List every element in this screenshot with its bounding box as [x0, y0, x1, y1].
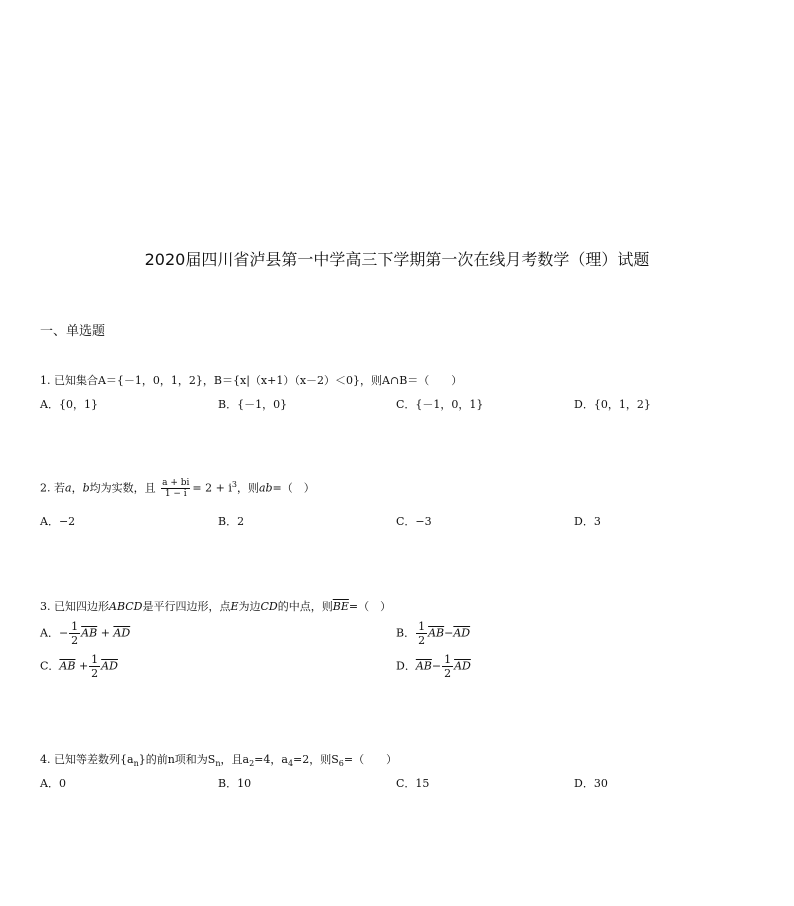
- q3-c-vec-ab: $\overline{AB}$: [59, 659, 76, 673]
- q4-option-c: C．15: [396, 777, 430, 790]
- q1-option-a: A．{0，1}: [40, 398, 98, 411]
- q3-a-half: [69, 620, 80, 647]
- q3-end: =（ ）: [348, 600, 392, 613]
- q1-option-c: C．{－1，0，1}: [396, 398, 484, 411]
- q3-a-half-den: 2: [71, 634, 79, 647]
- q3-d-half-den: 2: [444, 667, 452, 680]
- q3-option-d: [396, 653, 471, 680]
- q3-d-vec-ad: $\overline{AD}$: [454, 659, 471, 673]
- q3-d-label: D．: [396, 659, 416, 673]
- q3-b-label: B．: [396, 626, 416, 640]
- q4-mid4: =2，则S: [293, 753, 339, 766]
- q2-var-a: a: [65, 481, 72, 495]
- q3-option-b: [396, 620, 470, 647]
- q3-a-half-num: 1: [71, 620, 79, 633]
- q3-abcd: ABCD: [109, 600, 143, 613]
- q4-option-d: D．30: [574, 777, 608, 790]
- q2-mid: 均为实数，且: [89, 481, 156, 495]
- q2-rhs-sup: 3: [231, 479, 237, 489]
- q3-prefix: 3. 已知四边形: [40, 600, 109, 613]
- q3-vector-be: $\overline{BE}$: [332, 600, 349, 613]
- q3-mid1: 是平行四边形，点: [142, 600, 231, 613]
- q4-mid1: }的前n项和为S: [138, 753, 216, 766]
- q3-d-vec-ab: $\overline{AB}$: [415, 659, 432, 673]
- q3-b-vec-ab: $\overline{AB}$: [428, 626, 445, 640]
- q2-option-a: A．−2: [40, 515, 76, 528]
- section-heading: 一、单选题: [40, 324, 106, 339]
- q4-sub-4: 4: [287, 759, 294, 769]
- q3-b-half-den: 2: [418, 634, 426, 647]
- q3-a-vec-ad: $\overline{AD}$: [113, 626, 131, 640]
- q3-c-vec-ad: $\overline{AD}$: [101, 659, 118, 673]
- q2-sep: ，: [71, 481, 83, 495]
- q3-a-label: A．: [40, 626, 59, 640]
- q4-option-a: A．0: [40, 777, 66, 790]
- question-4-stem: [40, 751, 397, 768]
- q3-d-half: [442, 653, 453, 680]
- q3-d-minus: −: [431, 659, 442, 673]
- q3-c-half-num: 1: [91, 653, 99, 666]
- q1-option-b: B．{－1，0}: [218, 398, 288, 411]
- q2-frac-den: 1 − i: [164, 489, 187, 499]
- q2-option-c: C．−3: [396, 515, 432, 528]
- q2-rhs: = 2 + i: [192, 481, 232, 495]
- q4-mid2: ，且a: [220, 753, 250, 766]
- q4-sub-2: 2: [249, 759, 255, 769]
- question-1-stem: 1. 已知集合A＝{－1，0，1，2}，B＝{x|（x+1）（x－2）＜0}，则A∩B＝（ ）: [40, 374, 463, 387]
- q3-b-half: [416, 620, 427, 647]
- q2-end: =（ ）: [272, 481, 315, 495]
- q2-fraction: [161, 478, 190, 499]
- q4-end: =（ ）: [343, 753, 398, 766]
- q3-b-minus: −: [444, 626, 454, 640]
- q4-sub-n: n: [133, 759, 139, 769]
- q3-c-half: [89, 653, 100, 680]
- question-3-stem: [40, 598, 391, 614]
- q2-option-d: D．3: [574, 515, 601, 528]
- q4-sub-6: 6: [338, 759, 344, 769]
- q3-c-half-den: 2: [91, 667, 99, 680]
- q2-prefix: 2. 若: [40, 481, 65, 495]
- q2-option-b: B．2: [218, 515, 245, 528]
- q3-a-plus: +: [100, 626, 110, 640]
- q2-frac-num: a + bi: [162, 478, 190, 488]
- q4-mid3: =4，a: [254, 753, 288, 766]
- page-title: 2020届四川省泸县第一中学高三下学期第一次在线月考数学（理）试题: [144, 250, 650, 269]
- q2-suffix: ，则: [236, 481, 259, 495]
- q3-a-vec-ab: $\overline{AB}$: [81, 626, 98, 640]
- q1-option-d: D．{0，1，2}: [574, 398, 651, 411]
- q3-d-half-num: 1: [444, 653, 452, 666]
- q2-var-b: b: [82, 481, 90, 495]
- q4-sub-n2: n: [215, 759, 221, 769]
- q3-b-half-num: 1: [418, 620, 426, 633]
- q3-cd: CD: [260, 600, 278, 613]
- q3-option-c: [40, 653, 118, 680]
- q3-mid2: 为边: [238, 600, 261, 613]
- q3-c-label: C．: [40, 659, 60, 673]
- q3-c-plus: +: [78, 659, 89, 673]
- q4-prefix: 4. 已知等差数列{a: [40, 753, 134, 766]
- q3-b-vec-ad: $\overline{AD}$: [453, 626, 471, 640]
- q3-mid3: 的中点，则: [277, 600, 333, 613]
- q3-option-a: [40, 620, 130, 647]
- q3-point-e: E: [230, 600, 239, 613]
- q3-a-minus: −: [58, 626, 69, 640]
- q4-option-b: B．10: [218, 777, 252, 790]
- question-2-stem: [40, 478, 315, 499]
- q2-var-ab: ab: [258, 481, 273, 495]
